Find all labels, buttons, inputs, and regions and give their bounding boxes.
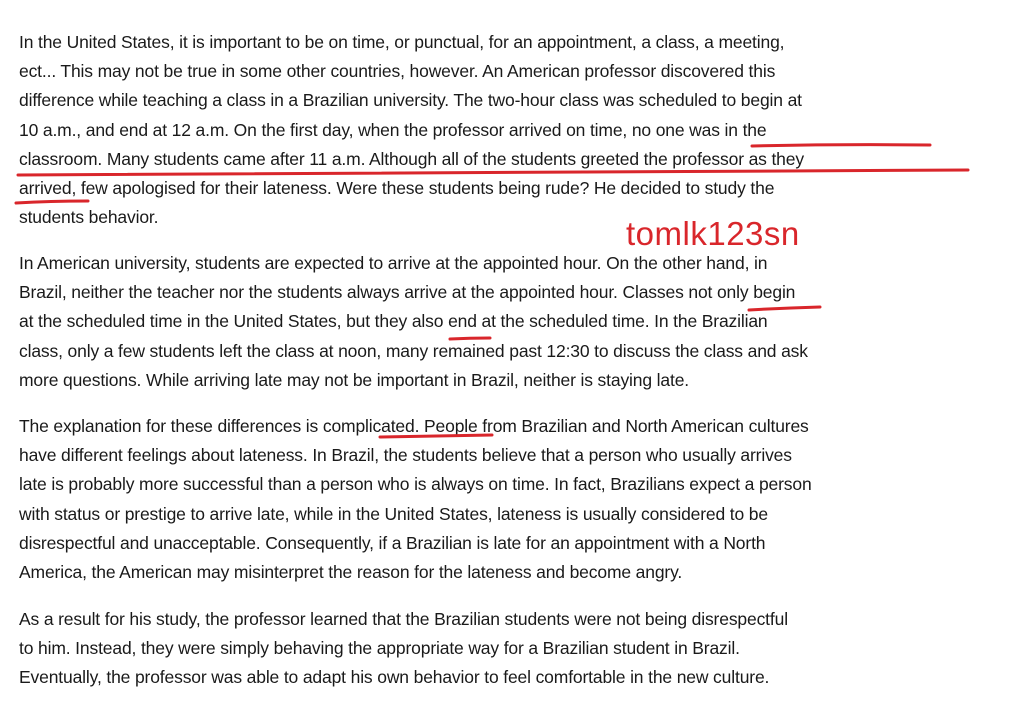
paragraph-1: In the United States, it is important to be on time, or punctual, for an appointment, a class, a meeting, ect... This may not be true in some other countries, however. An American professor discovered this difference while teaching a class in a Brazilian university. The two-hour class was scheduled to begin at 10 a.m., and end at 12 a.m. On the first day, when the professor arrived on time, no one was in the classroom. Many students came after 11 a.m. Although all of the students greeted the professor as they arrived, few apologised for their lateness. Were these students being rude? He decided to study the students behavior. bbox=[19, 32, 804, 228]
paragraph-3: The explanation for these differences is complicated. People from Brazilian and North American cultures have different feelings about lateness. In Brazil, the students believe that a person who usually arrives late is probably more successful than a person who is always on time. In fact, Brazilians expect a person with status or prestige to arrive late, while in the United States, lateness is usually considered to be disrespectful and unacceptable. Consequently, if a Brazilian is late for an appointment with a North America, the American may misinterpret the reason for the lateness and become angry. bbox=[19, 416, 812, 583]
paragraph-4: As a result for his study, the professor learned that the Brazilian students were not being disrespectful to him. Instead, they were simply behaving the appropriate way for a Brazilian student in Brazil. Eventually, the professor was able to adapt his own behavior to feel comfortable in the new culture. bbox=[19, 609, 788, 688]
watermark-text: tomlk123sn bbox=[626, 215, 800, 252]
paragraph-2: In American university, students are expected to arrive at the appointed hour. On the other hand, in Brazil, neither the teacher nor the students always arrive at the appointed hour. Classes not only begin at the scheduled time in the United States, but they also end at the scheduled time. In the Brazilian class, only a few students left the class at noon, many remained past 12:30 to discuss the class and ask more questions. While arriving late may not be important in Brazil, neither is staying late. bbox=[19, 253, 808, 390]
